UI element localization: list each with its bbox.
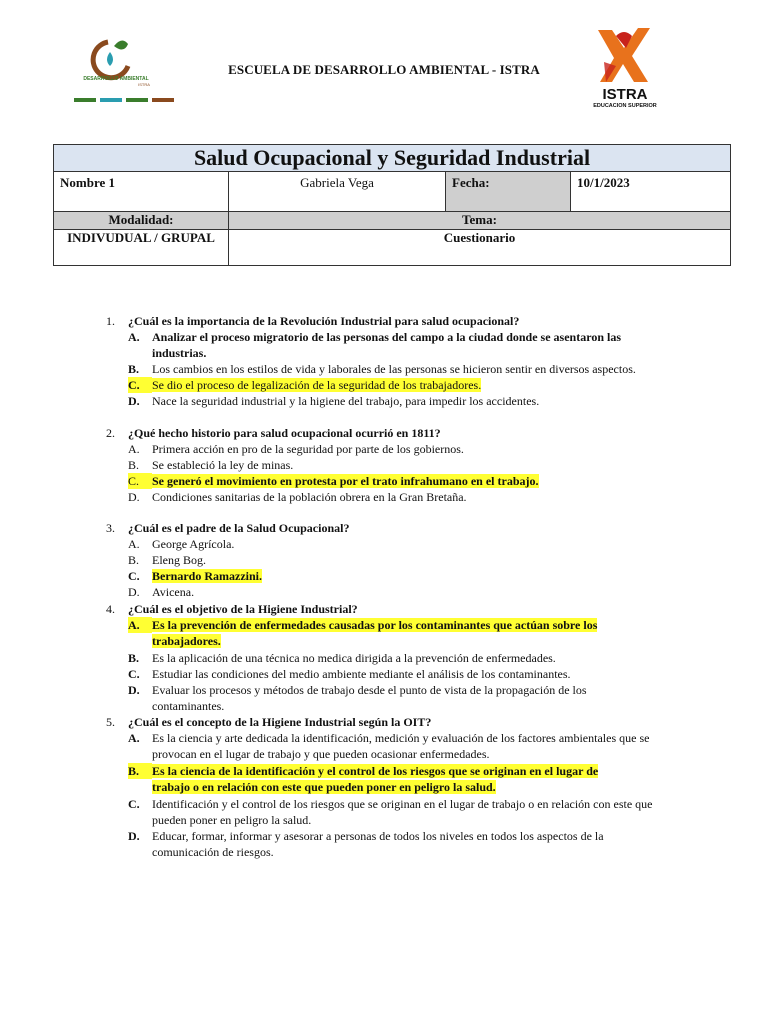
- question-text: ¿Qué hecho historio para salud ocupacional ocurrió en 1811?: [128, 426, 441, 440]
- option-letter: C.: [128, 377, 152, 393]
- option-letter: B.: [128, 458, 140, 472]
- question-text: ¿Cuál es el objetivo de la Higiene Industrial?: [128, 602, 358, 616]
- option-text: Eleng Bog.: [152, 553, 206, 567]
- option-text: Condiciones sanitarias de la población obrera en la Gran Bretaña.: [152, 490, 467, 504]
- option-letter: D.: [128, 394, 140, 408]
- option-letter: D.: [128, 829, 140, 843]
- header-table: [53, 144, 731, 266]
- question-text: ¿Cuál es el concepto de la Higiene Industrial según la OIT?: [128, 715, 432, 729]
- question-number: 3.: [106, 521, 115, 535]
- istra-logo: [590, 22, 660, 110]
- option-letter: C.: [128, 797, 140, 811]
- date-value: 10/1/2023: [571, 172, 731, 212]
- option-letter: A.: [128, 330, 140, 344]
- option-letter: A.: [128, 442, 140, 456]
- option-letter: A.: [128, 731, 140, 745]
- logo-left-subtext: ISTRA: [138, 82, 150, 87]
- logo-left-text: DESARROLLO AMBIENTAL: [83, 76, 149, 82]
- option-letter: C.: [128, 569, 140, 583]
- option-text: Es la aplicación de una técnica no medica dirigida a la prevención de enfermedades.: [152, 651, 556, 665]
- date-label: Fecha:: [446, 172, 571, 212]
- option-text: Nace la seguridad industrial y la higiene del trabajo, para impedir los accidentes.: [152, 394, 540, 408]
- option-letter: A.: [128, 537, 140, 551]
- question-number: 5.: [106, 715, 115, 729]
- option-letter: B.: [128, 651, 140, 665]
- option-text: Es la ciencia y arte dedicada la identificación, medición y evaluación de los factores ambientales que se provocan en el lugar de trabajo y que pueden ocasionar enfermedades.: [152, 731, 650, 762]
- option-text: Analizar el proceso migratorio de las personas del campo a la ciudad donde se asentaron las industrias.: [152, 330, 622, 361]
- name-label: Nombre 1: [54, 172, 229, 212]
- option-letter: B.: [128, 763, 152, 779]
- topic-value: Cuestionario: [229, 230, 731, 266]
- option-text: Los cambios en los estilos de vida y laborales de las personas se hicieron sentir en diversos aspectos.: [152, 362, 636, 376]
- option-letter: D.: [128, 585, 140, 599]
- option-text: Educar, formar, informar y asesorar a personas de todos los niveles en todos los aspectos de la comunicación de riesgos.: [152, 829, 604, 860]
- option-text: Es la prevención de enfermedades causadas por los contaminantes que actúan sobre los trabajadores.: [152, 618, 598, 649]
- logo-right-text: ISTRA: [602, 86, 648, 103]
- school-title: ESCUELA DE DESARROLLO AMBIENTAL - ISTRA: [228, 62, 540, 77]
- form-title: Salud Ocupacional y Seguridad Industrial: [54, 145, 731, 172]
- question-text: ¿Cuál es el padre de la Salud Ocupacional?: [128, 521, 350, 535]
- question-text: ¿Cuál es la importancia de la Revolución Industrial para salud ocupacional?: [128, 314, 520, 328]
- option-letter: A.: [128, 617, 152, 633]
- option-letter: C.: [128, 473, 152, 489]
- option-letter: D.: [128, 683, 140, 697]
- question-number: 2.: [106, 426, 115, 440]
- modality-label: Modalidad:: [54, 212, 229, 230]
- option-text: Evaluar los procesos y métodos de trabajo desde el punto de vista de la propagación de los contaminantes.: [152, 683, 587, 714]
- question-number: 1.: [106, 314, 115, 328]
- option-text: Es la ciencia de la identificación y el control de los riesgos que se originan en el lugar de trabajo o en relación con este que pueden poner en peligro la salud.: [152, 764, 599, 795]
- option-text: Identificación y el control de los riesgos que se originan en el lugar de trabajo o en relación con este que pueden poner en peligro la salud.: [152, 797, 653, 828]
- topic-label: Tema:: [229, 212, 731, 230]
- option-text: Se estableció la ley de minas.: [152, 458, 294, 472]
- option-text: Avicena.: [152, 585, 195, 599]
- option-text: Primera acción en pro de la seguridad por parte de los gobiernos.: [152, 442, 464, 456]
- option-text: George Agrícola.: [152, 537, 235, 551]
- option-text: Bernardo Ramazzini.: [152, 569, 262, 583]
- logo-right-subtext: EDUCACION SUPERIOR: [593, 103, 657, 109]
- modality-value: INDIVUDUAL / GRUPAL: [54, 230, 229, 266]
- option-text: Se dio el proceso de legalización de la seguridad de los trabajadores.: [152, 378, 482, 392]
- option-letter: B.: [128, 362, 140, 376]
- option-text: Se generó el movimiento en protesta por el trato infrahumano en el trabajo.: [152, 474, 539, 488]
- option-letter: C.: [128, 667, 140, 681]
- question-number: 4.: [106, 602, 115, 616]
- option-text: Estudiar las condiciones del medio ambiente mediante el análisis de los contaminantes.: [152, 667, 571, 681]
- option-letter: D.: [128, 490, 140, 504]
- name-value: Gabriela Vega: [229, 172, 446, 212]
- option-letter: B.: [128, 553, 140, 567]
